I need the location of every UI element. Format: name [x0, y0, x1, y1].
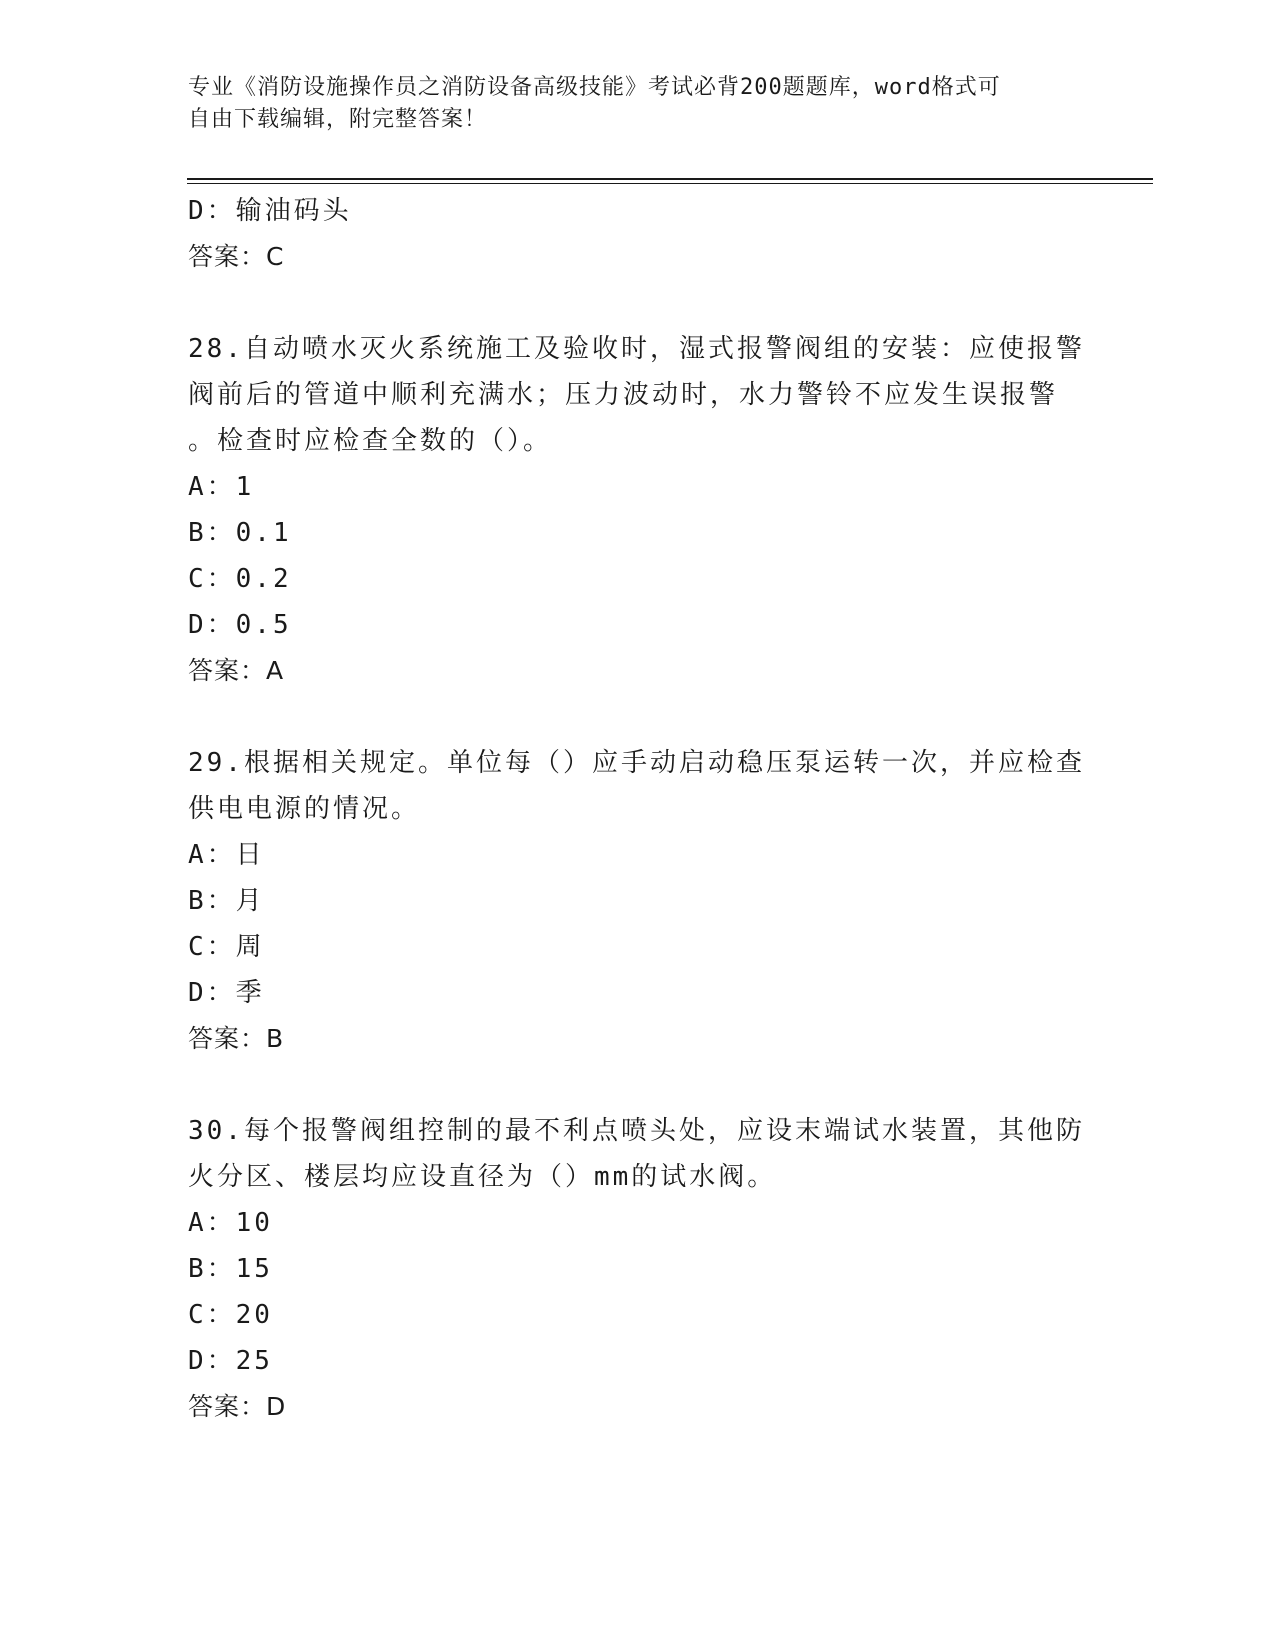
- option-b: B：0.1: [188, 518, 292, 548]
- header-divider-thin: [187, 183, 1153, 184]
- previous-question-tail: [188, 188, 1088, 280]
- question-text-line: 供电电源的情况。: [188, 794, 421, 824]
- question-28: [188, 326, 1088, 694]
- spacer: [188, 1062, 1088, 1108]
- question-text-line: 29.根据相关规定。单位每（）应手动启动稳压泵运转一次，并应检查: [188, 748, 1085, 778]
- document-header: [188, 72, 1068, 136]
- question-text-line: 28.自动喷水灭火系统施工及验收时，湿式报警阀组的安装：应使报警: [188, 334, 1085, 364]
- option-c: C：20: [188, 1300, 273, 1330]
- answer-line: 答案：C: [188, 242, 285, 271]
- option-a: A：1: [188, 472, 255, 502]
- answer-line: 答案：A: [188, 656, 285, 685]
- spacer: [188, 280, 1088, 326]
- option-d: D：季: [188, 978, 265, 1008]
- option-a: A：10: [188, 1208, 273, 1238]
- question-30: [188, 1108, 1088, 1430]
- question-text-line: 火分区、楼层均应设直径为（）mm的试水阀。: [188, 1162, 777, 1192]
- question-text-line: 。检查时应检查全数的（）。: [188, 426, 553, 456]
- question-text-line: 阀前后的管道中顺利充满水；压力波动时，水力警铃不应发生误报警: [188, 380, 1059, 410]
- question-29: [188, 740, 1088, 1062]
- option-b: B：15: [188, 1254, 273, 1284]
- option-d: D：输油码头: [188, 196, 352, 226]
- option-c: C：周: [188, 932, 265, 962]
- answer-line: 答案：B: [188, 1024, 285, 1053]
- question-text-line: 30.每个报警阀组控制的最不利点喷头处，应设末端试水装置，其他防: [188, 1116, 1085, 1146]
- option-d: D：25: [188, 1346, 273, 1376]
- header-divider-thick: [187, 178, 1153, 180]
- option-b: B：月: [188, 886, 265, 916]
- option-d: D：0.5: [188, 610, 292, 640]
- option-c: C：0.2: [188, 564, 292, 594]
- header-line-1: 专业《消防设施操作员之消防设备高级技能》考试必背200题题库，word格式可: [188, 75, 1001, 100]
- document-body: [188, 188, 1088, 1430]
- answer-line: 答案：D: [188, 1392, 287, 1421]
- option-a: A：日: [188, 840, 265, 870]
- header-line-2: 自由下载编辑，附完整答案！: [188, 107, 488, 132]
- spacer: [188, 694, 1088, 740]
